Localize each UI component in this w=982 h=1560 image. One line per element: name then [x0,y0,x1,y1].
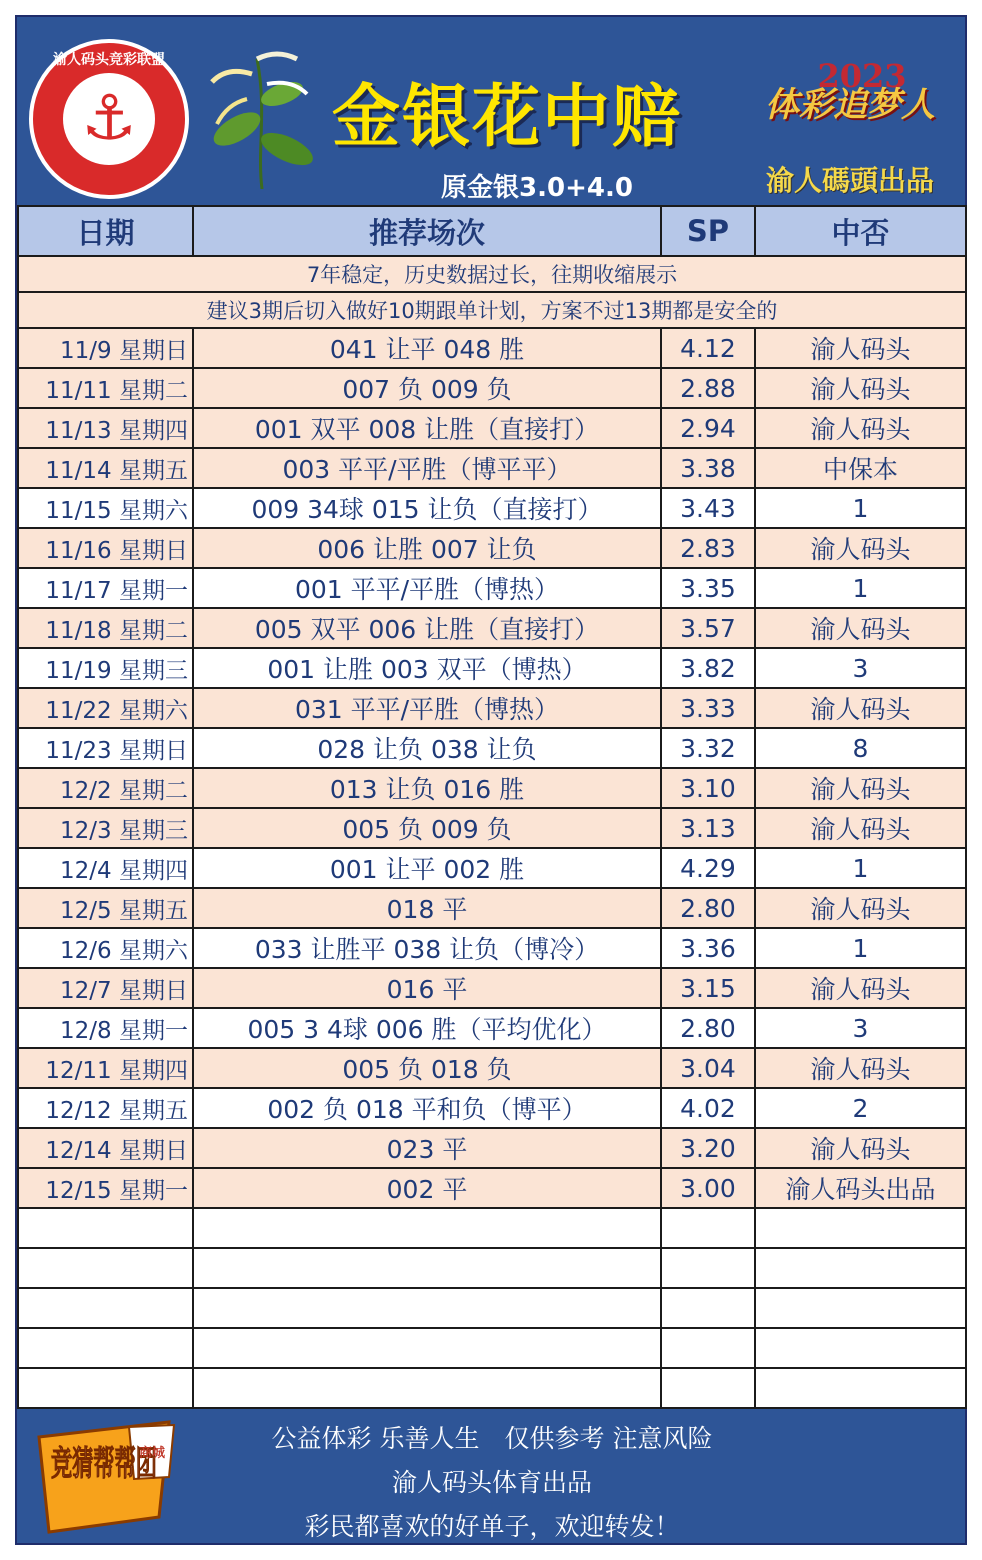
cell-result: 中保本 [755,448,966,488]
table-row [18,568,966,608]
cell-result: 3 [755,1008,966,1048]
cell-pick: 031 平平/平胜（博热） [193,688,661,728]
badge-year: 2023 [817,57,907,95]
cell-result: 渝人码头 [755,608,966,648]
table-row [18,1168,966,1208]
cell-result: 1 [755,488,966,528]
cell-sp: 3.20 [661,1128,755,1168]
cell-pick: 013 让负 016 胜 [193,768,661,808]
footer-slogan: 公益体彩 乐善人生 仅供参考 注意风险 [271,1424,713,1453]
cell-pick: 002 平 [193,1168,661,1208]
cell-sp: 2.88 [661,368,755,408]
page-subtitle: 原金银3.0+4.0 [441,173,633,203]
column-header-result: 中否 [755,206,966,256]
cell-pick: 005 负 018 负 [193,1048,661,1088]
empty-cell [755,1208,966,1248]
cell-result: 渝人码头 [755,888,966,928]
cell-date: 11/14 星期五 [18,448,193,488]
cell-pick: 005 3 4球 006 胜（平均优化） [193,1008,661,1048]
cell-date: 12/6 星期六 [18,928,193,968]
producer-label: 渝人碼頭出品 [765,164,934,197]
empty-row [18,1208,966,1248]
cell-result: 渝人码头出品 [755,1168,966,1208]
cell-date: 11/9 星期日 [18,328,193,368]
cell-pick: 001 平平/平胜（博热） [193,568,661,608]
header-banner [17,17,965,205]
empty-cell [193,1288,661,1328]
cell-sp: 3.82 [661,648,755,688]
cell-date: 11/13 星期四 [18,408,193,448]
empty-cell [18,1208,193,1248]
empty-cell [193,1248,661,1288]
cell-pick: 028 让负 038 让负 [193,728,661,768]
cell-pick: 016 平 [193,968,661,1008]
cell-sp: 3.36 [661,928,755,968]
cell-sp: 3.33 [661,688,755,728]
table-row [18,768,966,808]
cell-pick: 001 让胜 003 双平（博热） [193,648,661,688]
table-row [18,848,966,888]
cell-result: 渝人码头 [755,328,966,368]
cell-date: 12/15 星期一 [18,1168,193,1208]
cell-result: 渝人码头 [755,808,966,848]
empty-row [18,1288,966,1328]
table-row [18,648,966,688]
note-text: 7年稳定，历史数据过长，往期收缩展示 [18,256,966,292]
empty-row [18,1248,966,1288]
cell-date: 11/18 星期二 [18,608,193,648]
cell-date: 11/22 星期六 [18,688,193,728]
table-row [18,528,966,568]
picks-table [17,205,967,1409]
table-row [18,328,966,368]
cell-date: 12/4 星期四 [18,848,193,888]
empty-cell [755,1368,966,1408]
table-row [18,408,966,448]
anchor-icon: ⚓ [81,81,137,154]
cell-sp: 3.00 [661,1168,755,1208]
cell-date: 12/11 星期四 [18,1048,193,1088]
table-row [18,608,966,648]
cell-date: 11/19 星期三 [18,648,193,688]
table-row [18,488,966,528]
cell-sp: 3.38 [661,448,755,488]
cell-sp: 4.02 [661,1088,755,1128]
cell-sp: 2.94 [661,408,755,448]
cell-sp: 3.57 [661,608,755,648]
cell-pick: 001 双平 008 让胜（直接打） [193,408,661,448]
cell-result: 渝人码头 [755,368,966,408]
cell-pick: 005 双平 006 让胜（直接打） [193,608,661,648]
cell-result: 渝人码头 [755,408,966,448]
cell-date: 11/16 星期日 [18,528,193,568]
cell-result: 1 [755,928,966,968]
column-header-sp: SP [661,206,755,256]
cell-result: 渝人码头 [755,968,966,1008]
cell-date: 11/23 星期日 [18,728,193,768]
empty-cell [193,1208,661,1248]
poster [15,15,967,1545]
badge-text: 体彩追梦人 [765,85,935,125]
cell-result: 2 [755,1088,966,1128]
footer-share-note: 彩民都喜欢的好单子，欢迎转发！ [304,1512,680,1541]
table-row [18,1048,966,1088]
footer-logo-main: 竞猜帮帮团 [51,1444,157,1484]
cell-pick: 033 让胜平 038 让负（博冷） [193,928,661,968]
cell-result: 渝人码头 [755,768,966,808]
cell-result: 3 [755,648,966,688]
cell-date: 11/15 星期六 [18,488,193,528]
cell-date: 12/2 星期二 [18,768,193,808]
jingcai-helper-logo [29,1417,179,1537]
cell-pick: 041 让平 048 胜 [193,328,661,368]
empty-cell [661,1248,755,1288]
empty-cell [193,1368,661,1408]
table-row [18,808,966,848]
cell-sp: 3.10 [661,768,755,808]
table-row [18,368,966,408]
table-row [18,1128,966,1168]
logo-text: 渝人码头竞彩联盟 [53,52,165,68]
cell-sp: 4.29 [661,848,755,888]
column-header-pick: 推荐场次 [193,206,661,256]
cell-result: 渝人码头 [755,1048,966,1088]
cell-date: 12/3 星期三 [18,808,193,848]
cell-result: 渝人码头 [755,688,966,728]
cell-sp: 4.12 [661,328,755,368]
cell-date: 12/12 星期五 [18,1088,193,1128]
empty-cell [755,1248,966,1288]
table-row [18,688,966,728]
cell-pick: 005 负 009 负 [193,808,661,848]
cell-result: 1 [755,568,966,608]
empty-cell [18,1288,193,1328]
empty-cell [661,1368,755,1408]
cell-date: 12/5 星期五 [18,888,193,928]
cell-result: 渝人码头 [755,528,966,568]
honeysuckle-flower-icon [207,39,317,189]
cell-sp: 2.80 [661,1008,755,1048]
cell-sp: 3.35 [661,568,755,608]
table-row [18,928,966,968]
empty-cell [18,1328,193,1368]
empty-cell [18,1248,193,1288]
column-header-date: 日期 [18,206,193,256]
cell-sp: 3.43 [661,488,755,528]
cell-result: 渝人码头 [755,1128,966,1168]
empty-cell [661,1208,755,1248]
cell-date: 12/8 星期一 [18,1008,193,1048]
footer-banner [17,1409,965,1543]
footer-producer: 渝人码头体育出品 [391,1468,592,1497]
cell-pick: 009 34球 015 让负（直接打） [193,488,661,528]
league-logo [29,39,189,199]
note-text: 建议3期后切入做好10期跟单计划，方案不过13期都是安全的 [18,292,966,328]
cell-sp: 3.15 [661,968,755,1008]
cell-sp: 3.32 [661,728,755,768]
table-row [18,968,966,1008]
cell-pick: 018 平 [193,888,661,928]
footer-logo-side: 商城 [139,1446,166,1461]
note-row [18,256,966,292]
cell-date: 11/11 星期二 [18,368,193,408]
cell-pick: 007 负 009 负 [193,368,661,408]
table-header-row [18,206,966,256]
note-row [18,292,966,328]
empty-cell [193,1328,661,1368]
empty-cell [661,1328,755,1368]
cell-pick: 023 平 [193,1128,661,1168]
empty-row [18,1368,966,1408]
cell-pick: 001 让平 002 胜 [193,848,661,888]
cell-date: 12/7 星期日 [18,968,193,1008]
cell-sp: 3.13 [661,808,755,848]
table-row [18,1008,966,1048]
cell-pick: 006 让胜 007 让负 [193,528,661,568]
table-row [18,1088,966,1128]
empty-cell [661,1288,755,1328]
table-row [18,448,966,488]
empty-cell [18,1368,193,1408]
table-row [18,888,966,928]
empty-cell [755,1288,966,1328]
empty-row [18,1328,966,1368]
cell-pick: 002 负 018 平和负（博平） [193,1088,661,1128]
cell-pick: 003 平平/平胜（博平平） [193,448,661,488]
cell-result: 1 [755,848,966,888]
table-row [18,728,966,768]
cell-sp: 3.04 [661,1048,755,1088]
cell-date: 11/17 星期一 [18,568,193,608]
page-title: 金银花中赔 [331,78,682,157]
cell-date: 12/14 星期日 [18,1128,193,1168]
cell-result: 8 [755,728,966,768]
cell-sp: 2.83 [661,528,755,568]
cell-sp: 2.80 [661,888,755,928]
empty-cell [755,1328,966,1368]
